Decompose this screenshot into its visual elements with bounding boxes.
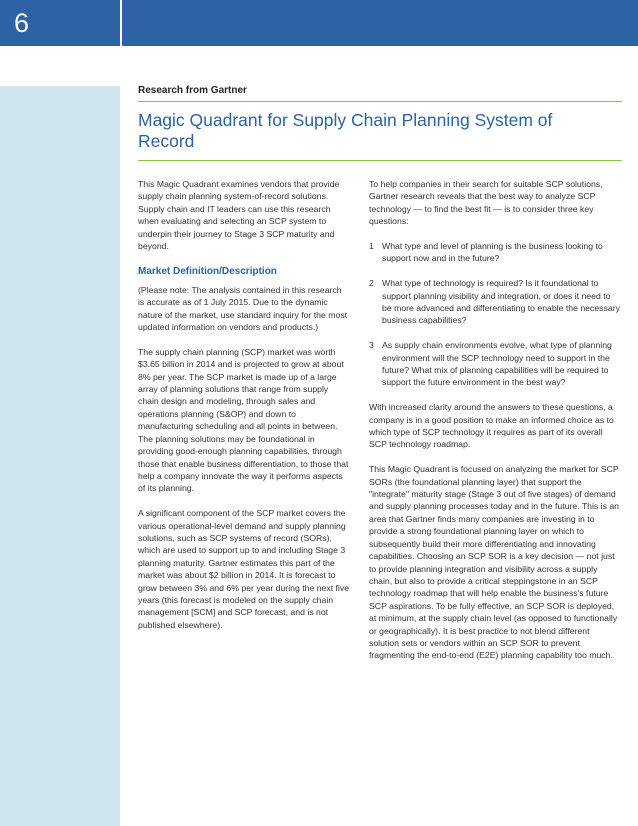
paragraph: (Please note: The analysis contained in this research is accurate as of 1 July 2015. Due to the dynamic nature of the market, use standard inquiry for the most updated information on vendors and products.)	[138, 284, 348, 333]
list-item-text: What type of technology is required? Is it foundational to support planning visibility and integration, or does it need to be more advanced and differentiating to enable the necessary business capabilities?	[382, 278, 620, 326]
list-item	[369, 339, 621, 389]
left-column	[138, 178, 350, 644]
kicker-divider	[138, 101, 622, 102]
title-divider	[138, 160, 622, 161]
header-bar	[0, 0, 638, 46]
kicker-label: Research from Gartner	[138, 85, 247, 96]
list-number: 1	[369, 241, 374, 252]
list-item	[369, 240, 621, 265]
paragraph: With increased clarity around the answers to these questions, a company is in a good position to make an informed choice as to which type of SCP technology it requires as part of its overall SCP technology roadmap.	[369, 402, 614, 450]
intro-paragraph: This Magic Quadrant examines vendors that provide supply chain planning system-of-record solutions. Supply chain and IT leaders can use this research when evaluating and selecting an SCP system to underpin their journey to Stage 3 SCP maturity and beyond.	[138, 179, 340, 252]
list-number: 3	[369, 340, 374, 351]
paragraph: The supply chain planning (SCP) market was worth $3.65 billion in 2014 and is projected to grow at about 8% per year. The SCP market is made up of a large array of planning solutions that range from supply chain design and modeling, through sales and operations planning (S&OP) and down to manufacturing scheduling and all points in between. The planning solutions may be foundational in providing good-enough planning capabilities, through those that enable business differentiation, to those that help a company innovate the way it performs aspects of its planning.	[138, 346, 349, 494]
paragraph: A significant component of the SCP market covers the various operational-level demand and supply planning solutions, such as SCP systems of record (SORs), which are used to support up to and including Stage 3 planning maturity. Gartner estimates this part of the market was about $2 billion in 2014. It is forecast to grow between 3% and 6% per year during the next five years (this forecast is modeled on the supply chain management [SCM] and SCP forecast, and is not published elsewhere).	[138, 508, 350, 630]
side-strip	[0, 86, 120, 826]
list-item-text: What type and level of planning is the business looking to support now and in the future?	[382, 241, 603, 264]
intro-paragraph: To help companies in their search for suitable SCP solutions, Gartner research reveals that the best way to analyze SCP technology — to find the best fit — is to consider three key questions:	[369, 179, 603, 227]
list-number: 2	[369, 278, 374, 289]
paragraph: This Magic Quadrant is focused on analyzing the market for SCP SORs (the foundational planning layer) that support the "integrate" maturity stage (Stage 3 out of five stages) of demand and supply planning processes today and in the future. This is an area that Gartner finds many companies are investing in to provide a strong foundational planning layer on which to subsequently build their more differentiating and innovating capabilities. Choosing an SCP SOR is a key decision — not just to provide planning integration and visibility across a supply chain, but also to provide a critical steppingstone in an SCP technology roadmap that will help enable the business's future SCP aspirations. To be fully effective, an SCP SOR is deployed, at minimum, at the supply chain level (as opposed to functionally or geographically). It is best practice to not blend different solution sets or vendors within an SCP SOR to prevent fragmenting the end-to-end (E2E) planning capability too much.	[369, 464, 620, 661]
list-item	[369, 277, 621, 327]
section-heading: Market Definition/Description	[138, 265, 277, 277]
questions-list	[369, 240, 621, 389]
document-title: Magic Quadrant for Supply Chain Planning System of Record	[138, 110, 553, 151]
page-number: 6	[14, 8, 30, 38]
right-column	[369, 178, 621, 674]
header-divider	[120, 0, 122, 46]
list-item-text: As supply chain environments evolve, what type of planning environment will the SCP technology need to support in the future? What mix of planning capabilities will be required to support the future environment in the best way?	[382, 340, 612, 388]
